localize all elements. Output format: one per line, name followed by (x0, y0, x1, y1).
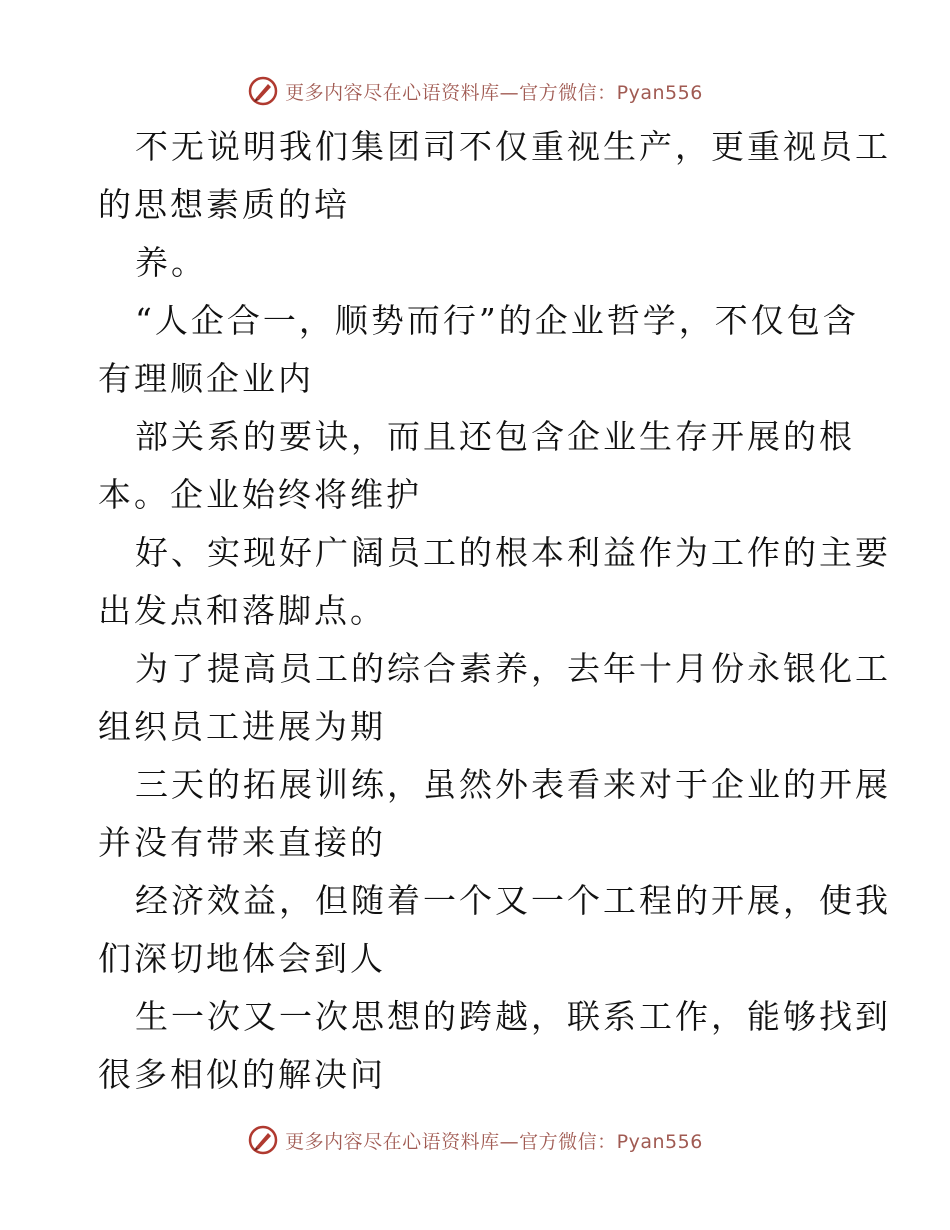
text-line: 为了提高员工的综合素养，去年十月份永银化工 (135, 649, 891, 688)
text-line: 三天的拓展训练，虽然外表看来对于企业的开展 (135, 765, 891, 804)
text-line: 们深切地体会到人 (98, 939, 386, 978)
text-line: 生一次又一次思想的跨越，联系工作，能够找到 (135, 997, 891, 1036)
footer-banner-text: 更多内容尽在心语资料库—官方微信：Pyan556 (285, 1130, 703, 1153)
text-line: 部关系的要诀，而且还包含企业生存开展的根 (135, 417, 855, 456)
text-line: 组织员工进展为期 (98, 707, 386, 746)
text-line: 好、实现好广阔员工的根本利益作为工作的主要 (135, 533, 891, 572)
text-line: 很多相似的解决问 (98, 1055, 386, 1094)
text-line: 本。企业始终将维护 (98, 475, 422, 514)
text-line: 的思想素质的培 (98, 185, 350, 224)
text-line: 不无说明我们集团司不仅重视生产，更重视员工 (135, 127, 891, 166)
footer-banner (0, 1123, 950, 1157)
text-line: 有理顺企业内 (98, 359, 314, 398)
text-line: 并没有带来直接的 (98, 823, 386, 862)
text-line: 养。 (135, 243, 207, 282)
document-body (98, 118, 891, 1104)
text-line: 出发点和落脚点。 (98, 591, 386, 630)
pen-logo-icon (247, 1124, 279, 1156)
header-banner (0, 74, 950, 108)
pen-logo-icon (247, 75, 279, 107)
header-banner-text: 更多内容尽在心语资料库—官方微信：Pyan556 (285, 81, 703, 104)
text-line: “人企合一，顺势而行”的企业哲学，不仅包含 (135, 301, 859, 340)
text-line: 经济效益，但随着一个又一个工程的开展，使我 (135, 881, 891, 920)
